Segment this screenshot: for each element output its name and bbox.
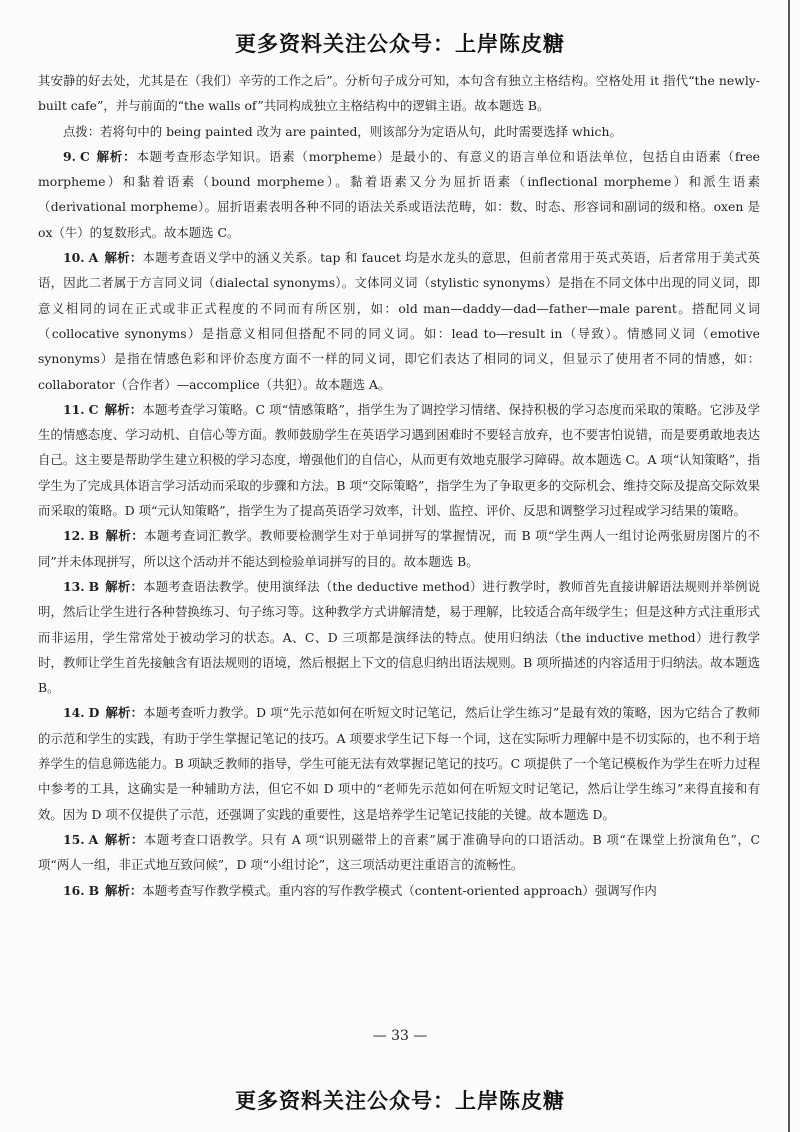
question-paragraph	[38, 245, 760, 397]
question-explanation: 本题考查语义学中的涵义关系。tap 和 faucet 均是水龙头的意思，但前者常用于英式英语，后者常用于美式英语，因此二者属于方言同义词（dialectal synonyms）。文体同义词（stylistic synonyms）是指在不同文体中出现的同义词，即意义相同的词在正式或非正式程度的不同而有所区别，如：old man—daddy—dad—father—male parent。搭配同义词（collocative synonyms）是指意义相同但搭配不同的同义词。如：lead to—result in（导致）。情感同义词（emotive synonyms）是指在情感色彩和评价态度方面不一样的同义词，即它们表达了相同的词义，但显示了使用者不同的情感，如：collaborator（合作者）—accomplice（共犯）。故本题选 A。	[38, 250, 760, 392]
analysis-label: 解析：	[105, 705, 144, 721]
question-answer: A	[88, 831, 99, 847]
question-number: 11.	[63, 401, 85, 417]
scan-edge-line	[788, 0, 790, 1132]
question-paragraph	[38, 397, 760, 523]
analysis-label: 解析：	[104, 831, 144, 847]
question-explanation: 本题考查写作教学模式。重内容的写作教学模式（content-oriented approach）强调写作内	[142, 882, 657, 898]
question-answer: C	[79, 148, 90, 164]
question-answer: D	[88, 705, 100, 721]
question-explanation: 本题考查听力教学。D 项“先示范如何在听短文时记笔记，然后让学生练习”是最有效的策略，因为它结合了教师的示范和学生的实践，有助于学生掌握记笔记的技巧。A 项要求学生记下每一个词，这在实际听力理解中是不切实际的，也不利于培养学生的信息筛选能力。B 项缺乏教师的指导，学生可能无法有效掌握记笔记的技巧。C 项提供了一个笔记模板作为学生在听力过程中参考的工具，这确实是一种辅助方法，但它不如 D 项中的“老师先示范如何在听短文时记笔记，然后让学生练习”来得直接和有效。因为 D 项不仅提供了示范，还强调了实践的重要性，这是培养学生记笔记技能的关键。故本题选 D。	[38, 705, 761, 822]
question-paragraph	[38, 523, 760, 574]
question-number: 15.	[63, 831, 85, 847]
question-explanation: 本题考查形态学知识。语素（morpheme）是最小的、有意义的语言单位和语法单位，包括自由语素（free morpheme）和黏着语素（bound morpheme）。黏着语素又分为屈折语素（inflectional morpheme）和派生语素（derivational morpheme）。屈折语素表明各种不同的语法关系或语法范畴，如：数、时态、形容词和副词的级和格。oxen 是 ox（牛）的复数形式。故本题选 C。	[38, 148, 761, 240]
question-explanation: 本题考查学习策略。C 项“情感策略”，指学生为了调控学习情绪、保持积极的学习态度而采取的策略。它涉及学生的情感态度、学习动机、自信心等方面。教师鼓励学生在英语学习遇到困难时不要轻言放弃，也不要害怕说错，而是要勇敢地表达自己。这主要是帮助学生建立积极的学习态度，增强他们的自信心，从而更有效地克服学习障碍。故本题选 C。A 项“认知策略”，指学生为了完成具体语言学习活动而采取的步骤和方法。B 项“交际策略”，指学生为了争取更多的交际机会、维持交际及提高交际效果而采取的策略。D 项“元认知策略”，指学生为了提高英语学习效率，计划、监控、评价、反思和调整学习过程或学习结果的策略。	[38, 401, 760, 519]
intro-paragraph: 其安静的好去处，尤其是在（我们）辛劳的工作之后”。分析句子成分可知，本句含有独立主格结构。空格处用 it 指代“the newly-built cafe”，并与前面的“the walls of”共同构成独立主格结构中的逻辑主语。故本题选 B。	[38, 73, 760, 114]
question-number: 13.	[63, 578, 85, 594]
question-paragraph	[38, 700, 760, 826]
question-number: 10.	[63, 250, 85, 266]
question-number: 14.	[63, 705, 85, 721]
question-paragraph	[38, 827, 760, 878]
analysis-label: 解析：	[104, 250, 143, 266]
analysis-label: 解析：	[105, 578, 144, 594]
question-answer: B	[88, 882, 100, 898]
answer-explanations	[38, 68, 760, 903]
analysis-label: 解析：	[95, 148, 137, 164]
question-explanation: 本题考查口语教学。只有 A 项“识别磁带上的音素”属于准确导向的口语活动。B 项“在课堂上扮演角色”，C 项“两人一组，非正式地互致问候”，D 项“小组讨论”，这三项活动更注重语言的流畅性。	[38, 831, 761, 873]
question-paragraph	[38, 574, 760, 700]
analysis-label: 解析：	[105, 528, 145, 544]
question-answer: A	[88, 250, 99, 266]
page-number: — 33 —	[372, 1028, 428, 1044]
question-number: 16.	[63, 882, 85, 898]
question-number: 12.	[63, 528, 85, 544]
question-explanation: 本题考查语法教学。使用演绎法（the deductive method）进行教学时，教师首先直接讲解语法规则并举例说明，然后让学生进行各种替换练习、句子练习等。这种教学方式讲解清楚，易于理解，比较适合高年级学生；但是这种方式注重形式而非运用，学生常常处于被动学习的状态。A、C、D 三项都是演绎法的特点。使用归纳法（the inductive method）进行教学时，教师让学生首先接触含有语法规则的语境，然后根据上下文的信息归纳出语法规则。B 项所描述的内容适用于归纳法。故本题选 B。	[38, 578, 760, 696]
question-answer: C	[88, 401, 99, 417]
header-banner: 更多资料关注公众号：上岸陈皮糖	[235, 32, 565, 56]
question-paragraph	[38, 878, 760, 903]
question-answer: B	[88, 578, 100, 594]
tip-paragraph: 点拨：若将句中的 being painted 改为 are painted，则该部分为定语从句，此时需要选择 which。	[63, 123, 622, 139]
question-answer: B	[88, 528, 100, 544]
footer-banner: 更多资料关注公众号：上岸陈皮糖	[235, 1089, 565, 1113]
question-explanation: 本题考查词汇教学。教师要检测学生对于单词拼写的掌握情况，而 B 项“学生两人一组讨论两张厨房图片的不同”并未体现拼写，所以这个活动并不能达到检验单词拼写的目的。故本题选 B。	[38, 528, 760, 569]
analysis-label: 解析：	[105, 882, 143, 898]
question-number: 9.	[63, 148, 76, 164]
question-paragraph	[38, 144, 760, 245]
analysis-label: 解析：	[104, 401, 143, 417]
